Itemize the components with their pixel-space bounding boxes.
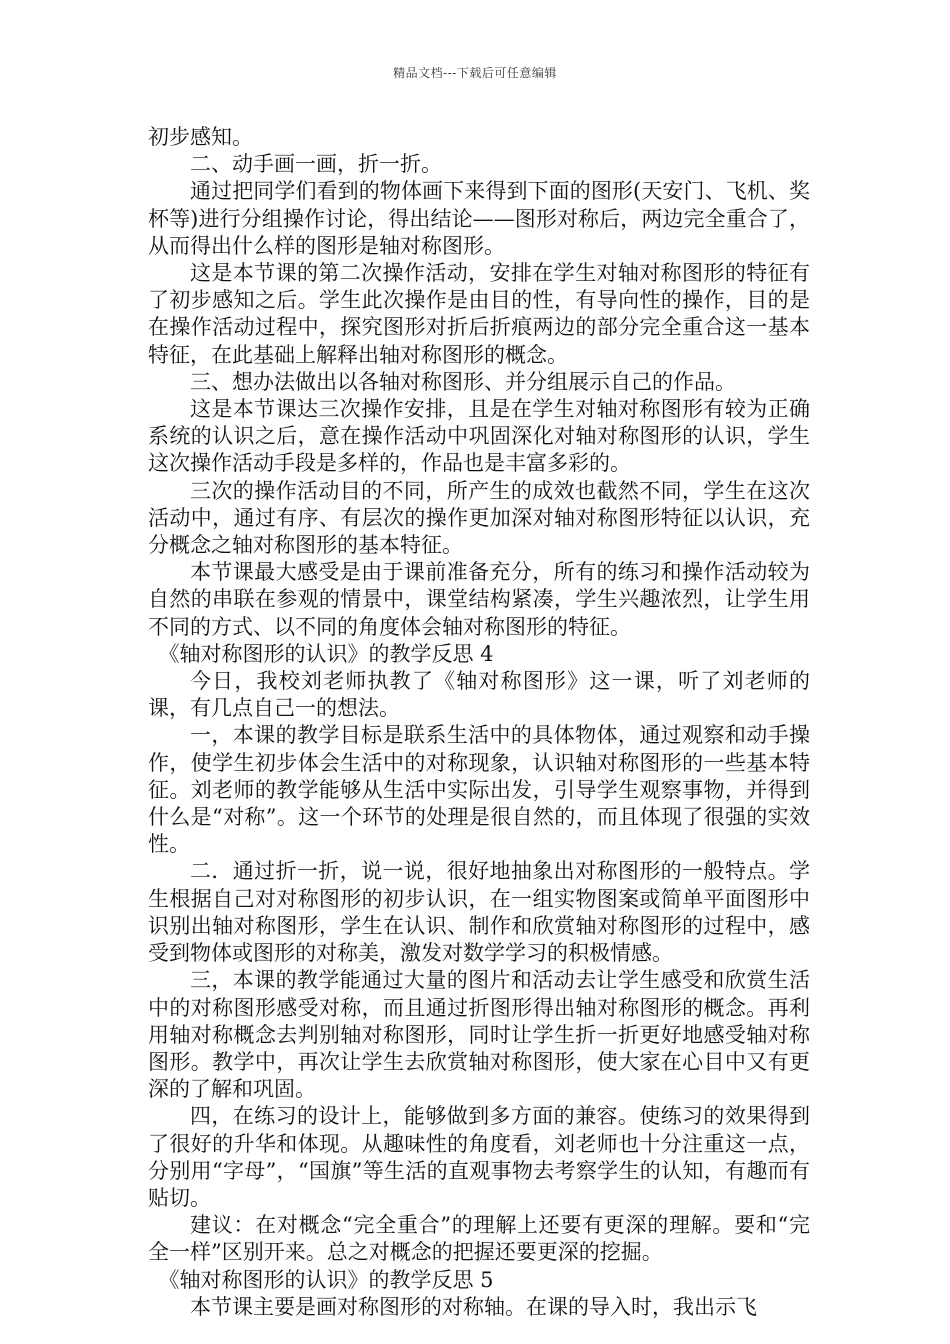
paragraph: 二．通过折一折，说一说，很好地抽象出对称图形的一般特点。学生根据自己对对称图形的初步认识，在一组实物图案或简单平面图形中识别出轴对称图形，学生在认识、制作和欣赏轴对称图形的过程中，感受到物体或图形的对称美，激发对数学学习的积极情感。 [148, 859, 810, 966]
article-title: 《轴对称图形的认识》的教学反思 5 [158, 1267, 494, 1292]
paragraph: 本节课主要是画对称图形的对称轴。在课的导入时，我出示飞 [190, 1294, 757, 1319]
paragraph: 三，本课的教学能通过大量的图片和活动去让学生感受和欣赏生活中的对称图形感受对称，而且通过折图形得出轴对称图形的概念。再利用轴对称概念去判别轴对称图形，同时让学生折一折更好地感受轴对称图形。教学中，再次让学生去欣赏轴对称图形，使大家在心目中又有更深的了解和巩固。 [148, 968, 810, 1102]
paragraph: 今日，我校刘老师执教了《轴对称图形》这一课，听了刘老师的课，有几点自己一的想法。 [148, 669, 810, 721]
page-header: 精品文档---下载后可任意编辑 [393, 66, 557, 80]
document-body [148, 124, 810, 1321]
section-heading: 三、想办法做出以各轴对称图形、并分组展示自己的作品。 [190, 369, 736, 394]
paragraph: 初步感知。 [148, 125, 253, 149]
paragraph: 建议：在对概念“完全重合”的理解上还要有更深的理解。要和“完全一样”区别开来。总之对概念的把握还要更深的挖掘。 [148, 1213, 810, 1265]
paragraph: 这是本节课的第二次操作活动，安排在学生对轴对称图形的特征有了初步感知之后。学生此次操作是由目的性，有导向性的操作，目的是在操作活动过程中，探究图形对折后折痕两边的部分完全重合这一基本特征，在此基础上解释出轴对称图形的概念。 [148, 261, 810, 367]
paragraph: 一，本课的教学目标是联系生活中的具体物体，通过观察和动手操作，使学生初步体会生活中的对称现象，认识轴对称图形的一些基本特征。刘老师的教学能够从生活中实际出发，引导学生观察事物，并得到什么是“对称”。这一个环节的处理是很自然的，而且体现了很强的实效性。 [148, 723, 810, 857]
paragraph: 这是本节课达三次操作安排，且是在学生对轴对称图形有较为正确系统的认识之后，意在操作活动中巩固深化对轴对称图形的认识，学生这次操作活动手段是多样的，作品也是丰富多彩的。 [148, 397, 810, 476]
paragraph: 通过把同学们看到的物体画下来得到下面的图形(天安门、飞机、奖杯等)进行分组操作讨论，得出结论——图形对称后，两边完全重合了，从而得出什么样的图形是轴对称图形。 [148, 179, 810, 258]
section-heading: 二、动手画一画，折一折。 [190, 152, 442, 177]
paragraph: 四，在练习的设计上，能够做到多方面的兼容。使练习的效果得到了很好的升华和体现。从趣味性的角度看，刘老师也十分注重这一点，分别用“字母”，“国旗”等生活的直观事物去考察学生的认知，有趣而有贴切。 [148, 1104, 810, 1210]
paragraph: 三次的操作活动目的不同，所产生的成效也截然不同，学生在这次活动中，通过有序、有层次的操作更加深对轴对称图形特征以认识，充分概念之轴对称图形的基本特征。 [148, 478, 810, 558]
article-title: 《轴对称图形的认识》的教学反思 4 [158, 641, 494, 666]
paragraph: 本节课最大感受是由于课前准备充分，所有的练习和操作活动较为自然的串联在参观的情景中，课堂结构紧凑，学生兴趣浓烈，让学生用不同的方式、以不同的角度体会轴对称图形的特征。 [148, 560, 810, 639]
